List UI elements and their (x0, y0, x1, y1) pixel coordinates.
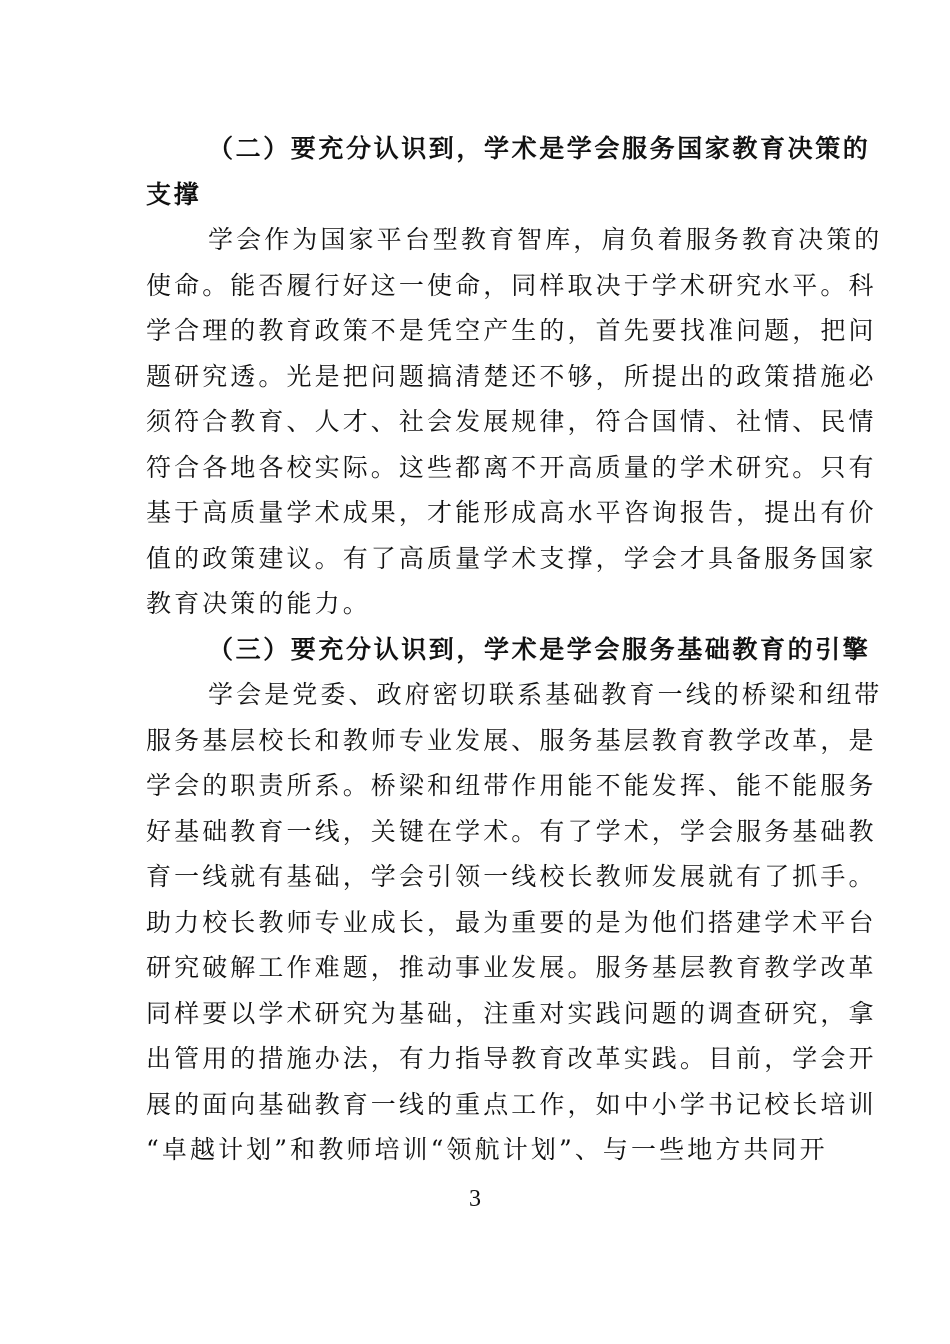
section-3-paragraph-line: 助力校长教师专业成长，最为重要的是为他们搭建学术平台 (146, 907, 877, 937)
section-3-paragraph-line: 同样要以学术研究为基础，注重对实践问题的调查研究，拿 (146, 998, 877, 1028)
section-2-paragraph-line: 题研究透。光是把问题搞清楚还不够，所提出的政策措施必 (146, 361, 877, 391)
section-3-paragraph-line: 学会的职责所系。桥梁和纽带作用能不能发挥、能不能服务 (146, 771, 877, 800)
body-text (146, 126, 883, 1173)
section-2-paragraph-line: 教育决策的能力。 (146, 589, 371, 618)
section-2-paragraph-line: 须符合教育、人才、社会发展规律，符合国情、社情、民情 (146, 407, 877, 436)
section-2-heading-line-1: （二）要充分认识到，学术是学会服务国家教育决策的 (208, 134, 871, 163)
section-2-paragraph-line: 基于高质量学术成果，才能形成高水平咨询报告，提出有价 (146, 498, 877, 527)
section-3-paragraph-line: 出管用的措施办法，有力指导教育改革实践。目前，学会开 (146, 1044, 877, 1073)
section-3-paragraph-line: 学会是党委、政府密切联系基础教育一线的桥梁和纽带 (208, 680, 883, 709)
section-3-paragraph-line: 育一线就有基础，学会引领一线校长教师发展就有了抓手。 (146, 862, 877, 891)
section-3-paragraph-line: 研究破解工作难题，推动事业发展。服务基层教育教学改革 (146, 953, 877, 982)
section-3-heading: （三）要充分认识到，学术是学会服务基础教育的引擎 (208, 634, 871, 664)
section-2-heading-line-2: 支撑 (146, 179, 202, 209)
section-2-paragraph-line: 符合各地各校实际。这些都离不开高质量的学术研究。只有 (146, 452, 877, 482)
section-2-paragraph-line: 值的政策建议。有了高质量学术支撑，学会才具备服务国家 (146, 543, 877, 573)
section-3-paragraph-line: 展的面向基础教育一线的重点工作，如中小学书记校长培训 (146, 1089, 877, 1119)
page-number: 3 (469, 1186, 481, 1212)
section-3-paragraph-line: 好基础教育一线，关键在学术。有了学术，学会服务基础教 (146, 816, 877, 846)
section-2-paragraph-line: 学会作为国家平台型教育智库，肩负着服务教育决策的 (208, 225, 883, 254)
section-2-paragraph-line: 学合理的教育政策不是凭空产生的，首先要找准问题，把问 (146, 316, 877, 345)
section-3-paragraph-line: “卓越计划”和教师培训“领航计划”、与一些地方共同开 (146, 1135, 828, 1164)
section-2-paragraph-line: 使命。能否履行好这一使命，同样取决于学术研究水平。科 (146, 270, 877, 300)
section-3-paragraph-line: 服务基层校长和教师专业发展、服务基层教育教学改革，是 (146, 725, 877, 755)
